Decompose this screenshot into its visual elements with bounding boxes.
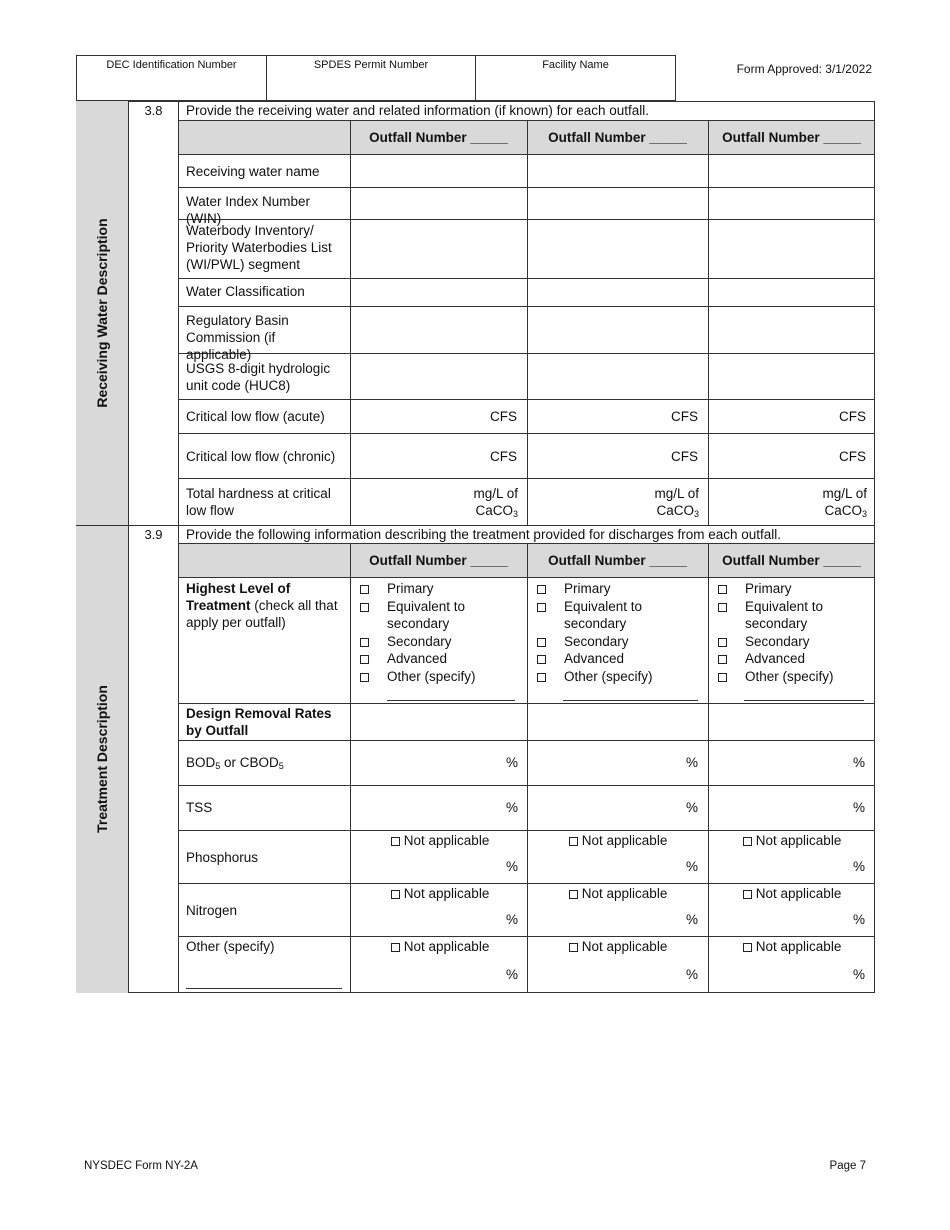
unit-caco3 [440, 502, 518, 519]
outfall-number-2[interactable]: Outfall Number _____ [548, 553, 687, 568]
sidebar-receiving [76, 101, 129, 525]
not-applicable-2[interactable] [569, 832, 667, 849]
not-applicable-3[interactable] [743, 885, 841, 902]
not-applicable-label: Not applicable [581, 833, 668, 848]
outfall-number-2[interactable]: Outfall Number _____ [548, 130, 687, 145]
checkbox[interactable] [718, 673, 727, 682]
grid-line [178, 936, 875, 937]
dec-id-field[interactable] [77, 56, 267, 100]
row-phosphorus: Phosphorus [186, 850, 259, 865]
option-label: Secondary [564, 633, 629, 649]
cbod-sub: 5 [278, 761, 284, 771]
grid-line [178, 187, 875, 188]
not-applicable-1[interactable] [391, 832, 489, 849]
grid-line [350, 120, 351, 525]
grid-line [178, 785, 875, 786]
option-label: Equivalent to secondary [387, 598, 466, 632]
option-label: Advanced [387, 651, 448, 667]
cbod-text: or CBOD [220, 755, 279, 770]
option-label: Other (specify) [745, 668, 834, 684]
checkbox[interactable] [718, 638, 727, 647]
checkbox[interactable] [537, 655, 546, 664]
other-specify-blank[interactable] [186, 988, 342, 989]
grid-line [178, 306, 875, 307]
row-critical-low-acute: Critical low flow (acute) [186, 409, 325, 424]
not-applicable-label: Not applicable [755, 886, 842, 901]
checkbox[interactable] [743, 837, 752, 846]
checkbox[interactable] [718, 655, 727, 664]
row-critical-low-chronic: Critical low flow (chronic) [186, 449, 336, 464]
unit-mgl-text: mg/L of [822, 486, 867, 501]
unit-caco-sub: 3 [693, 509, 699, 519]
option-label: Equivalent to secondary [564, 598, 643, 632]
option-equivalent-secondary[interactable] [360, 598, 510, 633]
checkbox[interactable] [537, 673, 546, 682]
grid-line [178, 278, 875, 279]
option-label: Other (specify) [387, 668, 476, 684]
grid-line [178, 703, 875, 704]
not-applicable-2[interactable] [569, 938, 667, 955]
row-basin-commission: Regulatory Basin Commission (if applicable) [186, 313, 289, 362]
grid-line [178, 399, 875, 400]
other-specify-blank[interactable] [387, 700, 515, 701]
unit-mgl [790, 485, 867, 519]
not-applicable-label: Not applicable [403, 833, 490, 848]
footer-page-number: Page 7 [829, 1160, 866, 1172]
sidebar-treatment-label: Treatment Description [94, 685, 110, 833]
option-secondary[interactable] [360, 633, 510, 651]
highest-level-bold: Highest Level of Treatment [186, 581, 291, 613]
checkbox[interactable] [360, 603, 369, 612]
unit-percent: % [685, 800, 698, 815]
outfall-number-3[interactable]: Outfall Number _____ [722, 553, 861, 568]
unit-cfs: CFS [671, 449, 698, 464]
row-design-removal-rates: Design Removal Rates by Outfall [186, 706, 332, 738]
not-applicable-1[interactable] [391, 885, 489, 902]
option-other[interactable] [360, 668, 510, 686]
unit-percent: % [852, 912, 865, 927]
bod-sub: 5 [215, 761, 221, 771]
grid-line [178, 740, 875, 741]
not-applicable-label: Not applicable [403, 939, 490, 954]
unit-percent: % [505, 859, 518, 874]
option-label: Other (specify) [564, 668, 653, 684]
unit-percent: % [685, 859, 698, 874]
not-applicable-label: Not applicable [403, 886, 490, 901]
unit-percent: % [852, 755, 865, 770]
checkbox[interactable] [391, 890, 400, 899]
option-label: Equivalent to secondary [745, 598, 824, 632]
option-advanced[interactable] [360, 650, 510, 668]
unit-mgl [440, 485, 518, 519]
sidebar-receiving-label: Receiving Water Description [94, 218, 110, 408]
unit-caco-text: CaCO [656, 503, 694, 518]
grid-line [708, 120, 709, 525]
unit-percent: % [852, 859, 865, 874]
row-highest-level-treatment [186, 580, 341, 631]
unit-caco-sub: 3 [512, 509, 518, 519]
row-other-specify: Other (specify) [186, 939, 275, 954]
row-bod [186, 754, 346, 771]
option-label: Primary [745, 581, 792, 596]
row-tss: TSS [186, 800, 213, 815]
unit-cfs: CFS [490, 449, 517, 464]
unit-cfs: CFS [490, 409, 517, 424]
option-equivalent-secondary[interactable] [718, 598, 868, 633]
header-fields [76, 55, 676, 101]
row-water-classification: Water Classification [186, 284, 305, 299]
treatment-options-3 [718, 580, 868, 686]
unit-percent: % [685, 967, 698, 982]
row-nitrogen: Nitrogen [186, 903, 238, 918]
option-advanced[interactable] [537, 650, 697, 668]
dec-id-label: DEC Identification Number [106, 59, 237, 71]
not-applicable-label: Not applicable [581, 939, 668, 954]
bod-text: BOD [186, 755, 216, 770]
not-applicable-1[interactable] [391, 938, 489, 955]
unit-percent: % [505, 912, 518, 927]
option-other[interactable] [718, 668, 868, 686]
not-applicable-label: Not applicable [755, 939, 842, 954]
unit-caco3 [790, 502, 867, 519]
unit-percent: % [505, 800, 518, 815]
unit-cfs: CFS [839, 449, 866, 464]
spdes-permit-label: SPDES Permit Number [313, 59, 429, 71]
section-3-8-number: 3.8 [144, 103, 163, 118]
checkbox[interactable] [360, 655, 369, 664]
grid-line [178, 883, 875, 884]
checkbox[interactable] [391, 943, 400, 952]
checkbox[interactable] [391, 837, 400, 846]
unit-cfs: CFS [671, 409, 698, 424]
highest-level-rest: (check all that apply per outfall) [186, 598, 338, 630]
treatment-options-1 [360, 580, 510, 686]
checkbox[interactable] [569, 943, 578, 952]
grid-line [527, 543, 528, 993]
option-label: Secondary [387, 633, 452, 649]
row-total-hardness: Total hardness at critical low flow [186, 486, 331, 518]
checkbox[interactable] [569, 837, 578, 846]
unit-caco-text: CaCO [824, 503, 862, 518]
spdes-permit-field[interactable] [267, 56, 476, 100]
unit-caco-text: CaCO [475, 503, 513, 518]
section-3-9-number: 3.9 [144, 527, 163, 542]
unit-mgl-text: mg/L of [473, 486, 518, 501]
outfall-number-3[interactable]: Outfall Number _____ [722, 130, 861, 145]
checkbox[interactable] [718, 603, 727, 612]
not-applicable-label: Not applicable [755, 833, 842, 848]
footer-form-name: NYSDEC Form NY-2A [84, 1160, 198, 1172]
grid-line [178, 433, 875, 434]
grid-line [350, 543, 351, 993]
option-secondary[interactable] [537, 633, 697, 651]
grid-line [527, 120, 528, 525]
option-label: Primary [387, 581, 434, 596]
unit-percent: % [685, 912, 698, 927]
unit-caco3 [620, 502, 699, 519]
other-specify-blank[interactable] [563, 700, 698, 701]
grid-line [708, 543, 709, 993]
other-specify-blank[interactable] [744, 700, 864, 701]
option-primary[interactable] [360, 580, 510, 598]
checkbox[interactable] [743, 890, 752, 899]
option-label: Advanced [745, 651, 806, 667]
not-applicable-2[interactable] [569, 885, 667, 902]
checkbox[interactable] [360, 638, 369, 647]
checkbox[interactable] [537, 585, 546, 594]
option-secondary[interactable] [718, 633, 868, 651]
checkbox[interactable] [569, 890, 578, 899]
not-applicable-3[interactable] [743, 938, 841, 955]
option-label: Primary [564, 581, 611, 596]
facility-name-field[interactable] [476, 56, 675, 100]
checkbox[interactable] [360, 585, 369, 594]
form-approved: Form Approved: 3/1/2022 [736, 62, 872, 76]
checkbox[interactable] [743, 943, 752, 952]
outfall-number-1[interactable]: Outfall Number _____ [369, 553, 508, 568]
unit-mgl-text: mg/L of [654, 486, 699, 501]
row-huc8: USGS 8-digit hydrologic unit code (HUC8) [186, 361, 331, 393]
unit-cfs: CFS [839, 409, 866, 424]
option-advanced[interactable] [718, 650, 868, 668]
option-label: Advanced [564, 651, 625, 667]
unit-percent: % [852, 800, 865, 815]
checkbox[interactable] [718, 585, 727, 594]
unit-percent: % [505, 755, 518, 770]
option-other[interactable] [537, 668, 697, 686]
section-3-8-prompt: Provide the receiving water and related information (if known) for each outfall. [186, 103, 649, 118]
facility-name-label: Facility Name [542, 59, 609, 71]
option-equivalent-secondary[interactable] [537, 598, 697, 633]
option-label: Secondary [745, 633, 810, 649]
unit-caco-sub: 3 [861, 509, 867, 519]
checkbox[interactable] [360, 673, 369, 682]
grid-line [178, 478, 875, 479]
treatment-options-2 [537, 580, 697, 686]
row-win: Water Index Number (WIN) [186, 194, 311, 226]
unit-percent: % [685, 755, 698, 770]
row-wi-pwl: Waterbody Inventory/ Priority Waterbodies List (WI/PWL) segment [186, 223, 332, 272]
not-applicable-label: Not applicable [581, 886, 668, 901]
unit-percent: % [852, 967, 865, 982]
grid-line [178, 830, 875, 831]
unit-mgl [620, 485, 699, 519]
option-primary[interactable] [718, 580, 868, 598]
unit-percent: % [505, 967, 518, 982]
option-primary[interactable] [537, 580, 697, 598]
row-receiving-water-name: Receiving water name [186, 164, 320, 179]
section-3-9-prompt: Provide the following information describing the treatment provided for discharges from each outfall. [186, 527, 782, 542]
outfall-number-1[interactable]: Outfall Number _____ [369, 130, 508, 145]
checkbox[interactable] [537, 638, 546, 647]
sidebar-treatment [76, 525, 129, 993]
not-applicable-3[interactable] [743, 832, 841, 849]
checkbox[interactable] [537, 603, 546, 612]
